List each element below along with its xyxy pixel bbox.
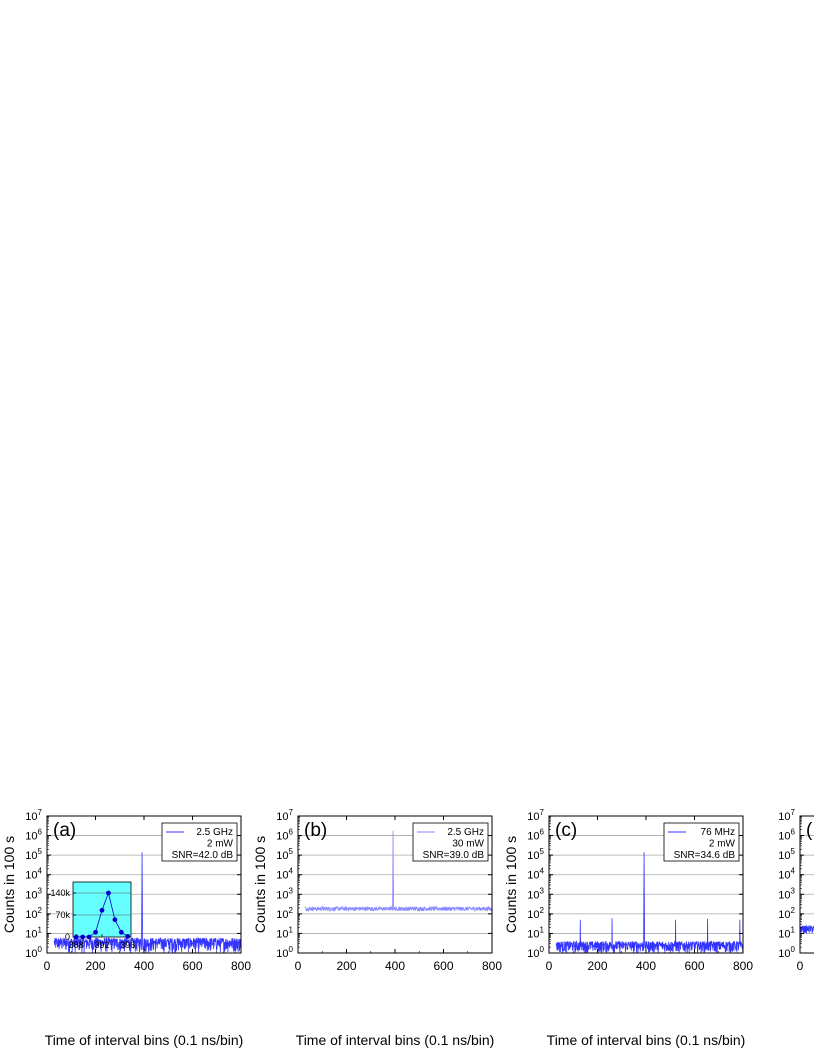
x-tick-label: 600	[182, 959, 203, 973]
legend	[162, 823, 237, 861]
inset-data-point	[74, 935, 79, 940]
legend-text-0: 2.5 GHz	[196, 827, 233, 838]
y-tick-label: $10^2$	[25, 905, 42, 921]
y-tick-label: $10^2$	[778, 905, 795, 921]
y-tick-label: $10^1$	[778, 925, 795, 941]
inset-data-point	[112, 917, 117, 922]
y-tick-label: $10^1$	[527, 925, 544, 941]
x-tick-label: 400	[635, 959, 657, 973]
y-axis-label: Counts in 100 s	[1, 835, 17, 934]
y-tick-label: $10^0$	[276, 945, 293, 960]
legend-text-0: 2.5 GHz	[447, 827, 484, 838]
x-tick-label: 0	[43, 959, 51, 973]
data-series-line	[800, 926, 814, 934]
y-tick-label: $10^4$	[778, 866, 795, 882]
y-tick-label: $10^0$	[778, 945, 795, 960]
inset-y-tick-label: 140k	[50, 888, 70, 898]
y-tick-label: $10^5$	[276, 847, 293, 863]
y-tick-label: $10^0$	[25, 945, 42, 960]
x-tick-label: 600	[684, 959, 705, 973]
y-tick-label: $10^7$	[276, 808, 293, 823]
inset-data-point	[119, 930, 124, 935]
y-axis-label: Counts in 100 s	[252, 835, 268, 934]
inset-data-point	[80, 935, 85, 940]
legend-text-2: SNR=42.0 dB	[171, 850, 233, 861]
y-tick-label: $10^3$	[276, 886, 293, 902]
legend-text-1: 2 mW	[708, 838, 735, 850]
y-tick-label: $10^5$	[778, 847, 795, 863]
panel-label: (a)	[53, 820, 77, 841]
inset-data-point	[125, 934, 130, 939]
legend-text-2: SNR=34.6 dB	[673, 850, 735, 861]
y-tick-label: $10^6$	[778, 827, 795, 843]
y-tick-label: $10^6$	[276, 827, 293, 843]
legend-text-0: 76 MHz	[700, 827, 735, 838]
y-tick-label: $10^4$	[527, 866, 544, 882]
panel-label: (b)	[304, 820, 328, 841]
inset-y-tick-label: 70k	[55, 910, 70, 920]
legend	[664, 823, 739, 861]
y-tick-label: $10^3$	[527, 886, 544, 902]
chart-panel-3	[778, 808, 814, 1048]
y-tick-label: $10^5$	[25, 847, 42, 863]
y-axis-label: Counts in 100 s	[503, 835, 519, 934]
legend	[413, 823, 488, 861]
legend-text-2: SNR=39.0 dB	[422, 850, 484, 861]
x-tick-label: 400	[384, 959, 406, 973]
chart-panel-2	[503, 808, 753, 1048]
inset-x-tick-label: 392	[94, 940, 110, 950]
chart-panel-1	[252, 808, 502, 1048]
y-tick-label: $10^7$	[527, 808, 544, 823]
y-tick-label: $10^1$	[276, 925, 293, 941]
inset-data-point	[106, 891, 111, 896]
x-axis-label: Time of interval bins (0.1 ns/bin)	[44, 1032, 244, 1048]
y-tick-label: $10^3$	[25, 886, 42, 902]
y-tick-label: $10^2$	[527, 905, 544, 921]
x-tick-label: 600	[433, 959, 454, 973]
x-tick-label: 800	[230, 959, 252, 973]
y-tick-label: $10^4$	[276, 866, 293, 882]
inset-data-point	[87, 935, 92, 940]
inset-x-tick-label: 396	[120, 940, 136, 950]
inset-data-point	[100, 908, 105, 913]
inset-x-tick-label: 388	[68, 940, 84, 950]
data-series-line	[556, 852, 743, 953]
x-tick-label: 200	[85, 959, 106, 973]
x-tick-label: 400	[133, 959, 155, 973]
x-tick-label: 0	[294, 959, 302, 973]
chart-panel-0	[1, 808, 251, 1048]
y-tick-label: $10^7$	[778, 808, 795, 823]
y-tick-label: $10^1$	[25, 925, 42, 941]
y-tick-label: $10^7$	[25, 808, 42, 823]
x-tick-label: 200	[587, 959, 608, 973]
x-tick-label: 800	[732, 959, 754, 973]
x-axis-label: Time of interval bins (0.1 ns/bin)	[546, 1032, 746, 1048]
legend-text-1: 30 mW	[452, 838, 484, 850]
y-tick-label: $10^5$	[527, 847, 544, 863]
y-tick-label: $10^6$	[527, 827, 544, 843]
legend-text-1: 2 mW	[206, 838, 233, 850]
y-tick-label: $10^4$	[25, 866, 42, 882]
inset-data-point	[93, 930, 98, 935]
inset-y-tick-label: 0	[64, 932, 70, 942]
x-tick-label: 200	[336, 959, 357, 973]
y-tick-label: $10^3$	[778, 886, 795, 902]
x-tick-label: 0	[796, 959, 804, 973]
x-tick-label: 800	[481, 959, 503, 973]
panel-label: (c)	[555, 820, 578, 841]
x-axis-label: Time of interval bins (0.1 ns/bin)	[295, 1032, 495, 1048]
panel-label: (	[806, 820, 813, 841]
y-tick-label: $10^6$	[25, 827, 42, 843]
x-tick-label: 0	[545, 959, 553, 973]
y-tick-label: $10^2$	[276, 905, 293, 921]
y-tick-label: $10^0$	[527, 945, 544, 960]
